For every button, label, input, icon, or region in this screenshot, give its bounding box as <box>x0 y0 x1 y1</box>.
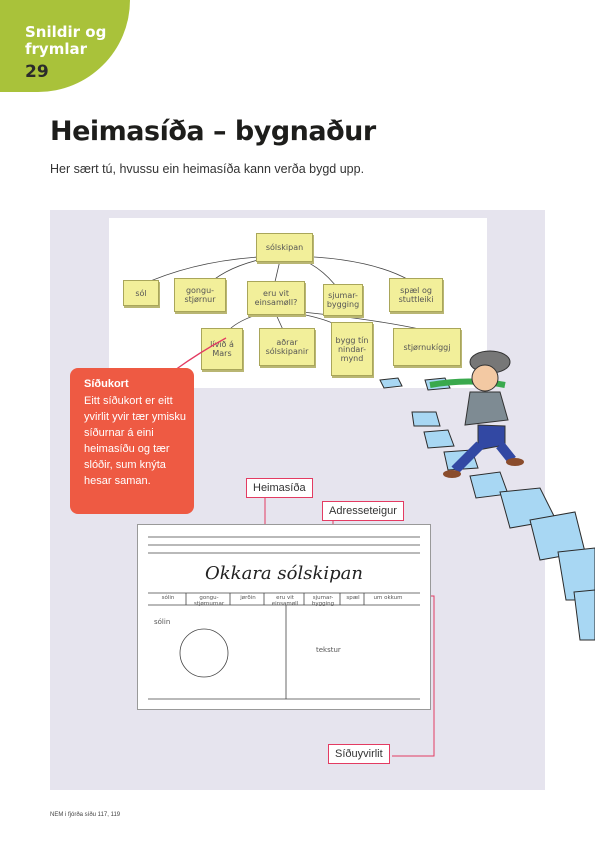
wireframe-nav-about[interactable]: um okkum <box>373 595 403 601</box>
section-title-line1: Snildir og <box>25 23 107 41</box>
sitemap-diagram <box>109 218 487 388</box>
sitemap-note-telescope: stjørnukíggj <box>393 328 461 366</box>
homepage-wireframe <box>137 524 431 710</box>
label-address-field: Adresseteigur <box>322 501 404 521</box>
page-footer: NEM i fjórða síðu 117, 119 <box>50 812 121 818</box>
page-number: 29 <box>25 62 49 82</box>
wireframe-site-title: Okkara sólskipan <box>205 563 363 584</box>
label-page-overview: Síðuyvirlit <box>328 744 390 764</box>
sitemap-note-sun: sól <box>123 280 159 306</box>
section-title-line2: frymlar <box>25 40 87 58</box>
wireframe-left-label: sólin <box>154 618 171 626</box>
wireframe-nav-building[interactable]: sjumar-bygging <box>311 595 335 607</box>
sitemap-root-note: sólskipan <box>256 233 313 262</box>
sitemap-note-mars: lívið á Mars <box>201 328 243 370</box>
callout-body: Eitt síðukort er eitt yvirlit yvir tær ymisku síðurnar á eini heimasíðu og tær slóðir, sum knýta hesar saman. <box>84 395 187 487</box>
wireframe-nav-planets[interactable]: gongu-stjørnurnar <box>193 595 225 607</box>
callout-title: Síðukort <box>84 378 129 390</box>
sitemap-note-games: spæl og stuttleiki <box>389 278 443 312</box>
wireframe-right-label: tekstur <box>316 646 341 654</box>
sitemap-note-building: sjumar-bygging <box>323 284 363 316</box>
section-corner <box>0 0 130 92</box>
wireframe-nav-earth[interactable]: jørðin <box>240 595 256 601</box>
sitemap-note-build-model: bygg tín nindar-mynd <box>331 322 373 376</box>
sitemap-callout <box>70 368 194 514</box>
sitemap-note-alone: eru vit einsamøll? <box>247 281 305 315</box>
wireframe-nav-games[interactable]: spæl <box>346 595 360 601</box>
sitemap-note-other-systems: aðrar sólskipanir <box>259 328 315 366</box>
page-title: Heimasíða – bygnaður <box>50 116 376 147</box>
wireframe-nav-sun[interactable]: sólin <box>161 595 175 601</box>
sitemap-note-planets: gongu-stjørnur <box>174 278 226 312</box>
intro-text: Her sært tú, hvussu ein heimasíða kann verða bygd upp. <box>50 162 365 176</box>
label-homepage: Heimasíða <box>246 478 313 498</box>
wireframe-lines <box>138 525 430 709</box>
wireframe-nav-alone[interactable]: eru vit einsamøll <box>271 595 299 607</box>
